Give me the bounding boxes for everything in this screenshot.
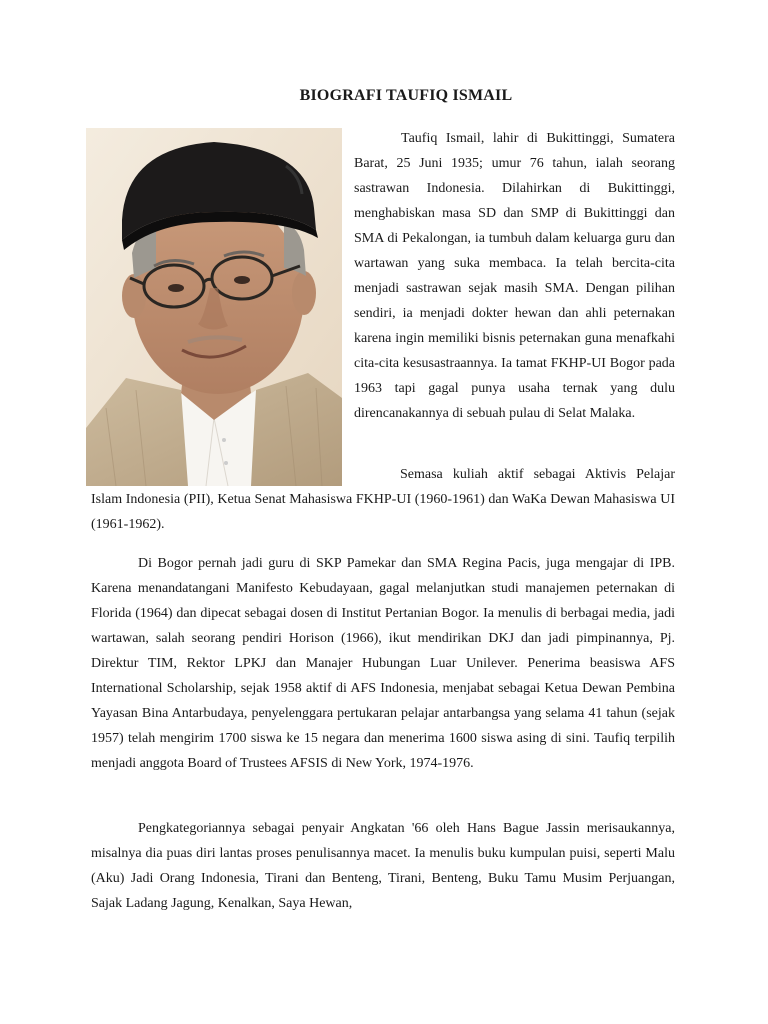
bio-paragraph-4: [91, 816, 675, 916]
bio-paragraph-3: [91, 551, 675, 776]
bio-paragraph-2: [91, 462, 675, 537]
paragraph-text: Di Bogor pernah jadi guru di SKP Pamekar dan SMA Regina Pacis, juga mengajar di IPB. Karena menandatangani Manifesto Kebudayaan, gagal melanjutkan studi manajemen peternakan di Florida (1964) dan dipecat sebagai dosen di Institut Pertanian Bogor. Ia menulis di berbagai media, jadi wartawan, salah seorang pendiri Horison (1966), ikut mendirikan DKJ dan jadi pimpinannya, Pj. Direktur TIM, Rektor LPKJ dan Manajer Hubungan Luar Unilever. Penerima beasiswa AFS International Scholarship, sejak 1958 aktif di AFS Indonesia, menjabat sebagai Ketua Dewan Pembina Yayasan Bina Antarbudaya, penyelenggara pertukaran pelajar antarbangsa yang selama 41 tahun (sejak 1957) telah mengirim 1700 siswa ke 15 negara dan menerima 1600 siswa asing di sini. Taufiq terpilih menjadi anggota Board of Trustees AFSIS di New York, 1974-1976.: [91, 556, 675, 771]
paragraph-text: Pengkategoriannya sebagai penyair Angkatan '66 oleh Hans Bague Jassin merisaukannya, misalnya dia puas diri lantas proses penulisannya macet. Ia menulis buku kumpulan puisi, seperti Malu (Aku) Jadi Orang Indonesia, Tirani dan Benteng, Tirani, Benteng, Buku Tamu Musim Perjuangan, Sajak Ladang Jagung, Kenalkan, Saya Hewan,: [91, 821, 675, 911]
page-title: BIOGRAFI TAUFIQ ISMAIL: [299, 87, 513, 104]
author-portrait: [86, 128, 342, 486]
paragraph-text: Semasa kuliah aktif sebagai Aktivis Pelajar Islam Indonesia (PII), Ketua Senat Mahasiswa FKHP-UI (1960-1961) dan WaKa Dewan Mahasiswa UI (1961-1962).: [91, 467, 675, 532]
paragraph-text: Taufiq Ismail, lahir di Bukittinggi, Sumatera Barat, 25 Juni 1935; umur 76 tahun, ialah seorang sastrawan Indonesia. Dilahirkan di Bukittinggi, menghabiskan masa SD dan SMP di Bukittinggi dan SMA di Pekalongan, ia tumbuh dalam keluarga guru dan wartawan yang suka membaca. Ia telah bercita-cita menjadi sastrawan sejak masih SMA. Dengan pilihan sendiri, ia menjadi dokter hewan dan ahli peternakan karena ingin memiliki bisnis peternakan guna menafkahi cita-cita kesusastraannya. Ia tamat FKHP-UI Bogor pada 1963 tapi gagal punya usaha ternak yang dulu direncanakannya di sebuah pulau di Selat Malaka.: [354, 131, 675, 421]
bio-paragraph-1: [354, 126, 675, 426]
